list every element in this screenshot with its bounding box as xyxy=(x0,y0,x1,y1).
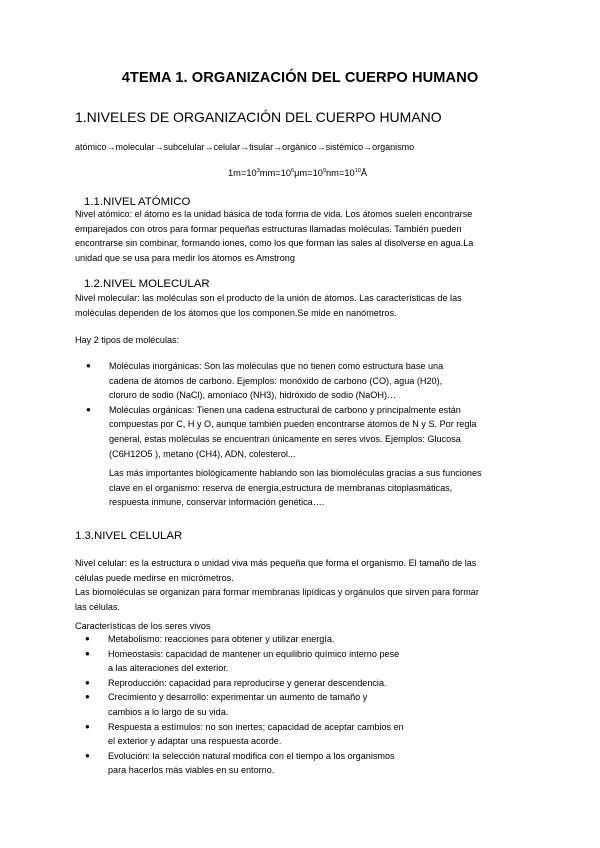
text-line: Homeostasis: capacidad de mantener un equilibrio químico interno pese xyxy=(108,648,400,659)
text-line: cloruro de sodio (NaCl), amoníaco (NH3), hidróxido de sodio (NaOH)… xyxy=(109,390,397,401)
paragraph-biomoleculas xyxy=(109,466,539,510)
text-line: Reproducción: capacidad para reproducirse y generar descendencia. xyxy=(108,677,387,688)
paragraph-atomico xyxy=(75,207,535,265)
bullet-icon: ● xyxy=(85,648,90,658)
section-heading-molecular: 1.2.NIVEL MOLECULAR xyxy=(84,278,210,290)
text-line: compuestas por C, H y O, aunque también pueden encontrarse átomos de N y S. Por regla xyxy=(109,419,477,430)
characteristics-list xyxy=(85,632,528,778)
bullet-icon: ● xyxy=(85,750,90,760)
bullet-icon: ● xyxy=(85,634,90,643)
bullet-icon: ● xyxy=(86,361,91,370)
text-line: respuesta inmune, conservar información genética…. xyxy=(109,497,325,508)
text-line: moléculas dependen de los átomos que los componen.Se mide en nanómetros. xyxy=(75,307,397,318)
paragraph-molecular xyxy=(75,291,535,320)
text-line: a las alteraciones del exterior. xyxy=(108,663,229,674)
unit-part: nm=10 xyxy=(326,168,355,178)
text-line: las células. xyxy=(75,601,120,612)
text-line: Moléculas orgánicas: Tienen una cadena estructural de carbono y principalmente están xyxy=(109,404,461,415)
list-item-organicas xyxy=(86,403,529,461)
unit-exponent: 9 xyxy=(322,168,327,174)
unit-part: Å xyxy=(360,168,368,178)
text-line: Moléculas inorgánicas: Son las moléculas que no tienen como estructura base una xyxy=(109,361,444,371)
unit-conversion xyxy=(228,168,367,178)
unit-exponent: 6 xyxy=(291,168,295,174)
unit-part: mm=10 xyxy=(259,168,292,178)
text-line: Respuesta a estímulos: no son inertes; capacidad de aceptar cambios en xyxy=(108,721,404,732)
section-heading-celular: 1.3.NIVEL CELULAR xyxy=(75,530,183,542)
text-line: emparejados con otros para formar pequeñas estructuras llamadas moléculas. También pueden xyxy=(75,223,462,234)
text-line: Las biomoléculas se organizan para formar membranas lipídicas y orgánulos que sirven para formar xyxy=(75,587,479,598)
molecule-types-list xyxy=(86,359,529,461)
text-line: cadena de átomos de carbono. Ejemplos: monóxido de carbono (CO), agua (H20), xyxy=(109,375,443,386)
unit-exponent: 10 xyxy=(354,168,361,174)
text-line: encontrarse sin combinar, formando iones, como los que forman las sales al disolverse en agua.La xyxy=(75,238,474,249)
text-line: Nivel molecular: las moléculas son el producto de la unión de átomos. Las características de las xyxy=(75,293,462,303)
text-line: células puede medirse en micrómetros. xyxy=(75,572,234,583)
unit-exponent: 3 xyxy=(256,168,260,174)
characteristics-intro: Características de los seres vivos xyxy=(75,621,211,631)
bullet-icon: ● xyxy=(86,404,91,414)
list-item-homeostasis xyxy=(85,647,528,676)
molecule-types-intro: Hay 2 tipos de moléculas: xyxy=(75,335,180,345)
text-line: Evolución: la selección natural modifica con el tiempo a los organismos xyxy=(108,750,395,761)
text-line: Crecimiento y desarrollo: experimentar un aumento de tamaño y xyxy=(108,692,368,703)
unit-part: 1m=10 xyxy=(228,168,257,178)
page-title: 4TEMA 1. ORGANIZACIÓN DEL CUERPO HUMANO xyxy=(121,70,479,86)
section-heading-niveles: 1.NIVELES DE ORGANIZACIÓN DEL CUERPO HUMANO xyxy=(75,109,442,125)
bullet-icon: ● xyxy=(85,692,90,702)
text-line: general, estas moléculas se encuentran únicamente en seres vivos. Ejemplos: Glucosa xyxy=(109,433,461,444)
text-line: unidad que se usa para medir los átomos es Amstrong xyxy=(75,252,295,263)
section-heading-atomico: 1.1.NIVEL ATÓMICO xyxy=(84,196,191,208)
text-line: Nivel atómico: el átomo es la unidad básica de toda forma de vida. Los átomos suelen encontrarse xyxy=(75,209,473,219)
list-item-inorganicas xyxy=(86,359,529,403)
bullet-icon: ● xyxy=(85,721,90,731)
text-line: cambios a lo largo de su vida. xyxy=(108,706,229,717)
list-item-crecimiento xyxy=(85,690,528,719)
text-line: Metabolismo: reacciones para obtener y utilizar energía. xyxy=(108,634,335,644)
text-line: clave en el organismo: reserva de energía,estructura de membranas citoplasmáticas, xyxy=(109,482,453,493)
text-line: Nivel celular: es la estructura o unidad viva más pequeña que forma el organismo. El tamaño de las xyxy=(75,558,477,568)
organization-chain: atómico→molecular→subcelular→celular→tisular→orgánico→sistémico→organismo xyxy=(75,142,415,152)
list-item-evolucion xyxy=(85,749,528,778)
paragraph-celular xyxy=(75,556,535,614)
text-line: Las más importantes biológicamente hablando son las biomoléculas gracias a sus funciones xyxy=(109,468,482,478)
list-item-metabolismo xyxy=(85,632,528,647)
unit-part: μm=10 xyxy=(294,168,323,178)
list-item-respuesta xyxy=(85,720,528,749)
text-line: (C6H12O5 ), metano (CH4), ADN, colesterol... xyxy=(109,448,296,459)
text-line: para hacerlos más viables en su entorno. xyxy=(108,765,275,776)
text-line: el exterior y adaptar una respuesta acorde. xyxy=(108,736,282,747)
bullet-icon: ● xyxy=(85,677,90,687)
list-item-reproduccion xyxy=(85,676,528,691)
